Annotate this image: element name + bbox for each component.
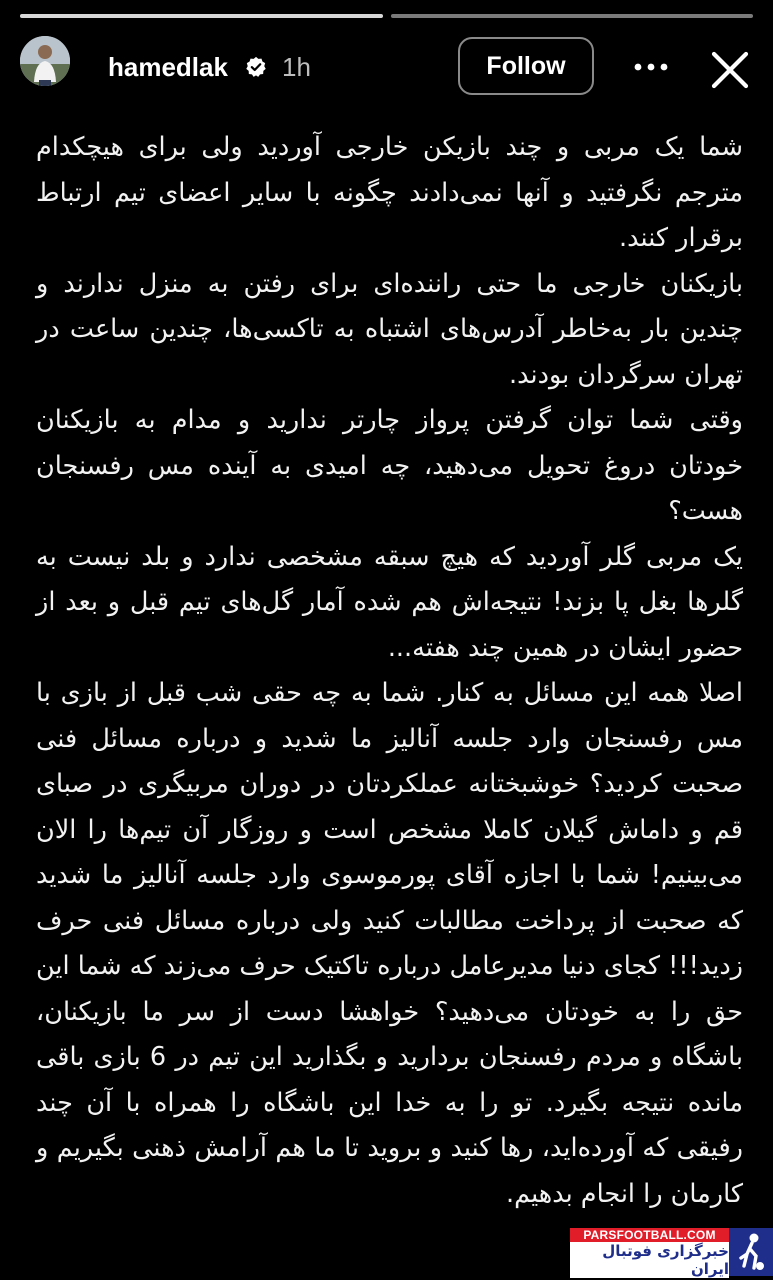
progress-segment: [20, 14, 383, 18]
watermark: [570, 1228, 773, 1276]
close-button[interactable]: [706, 46, 754, 94]
story-text: [36, 125, 743, 1217]
username[interactable]: hamedlak: [108, 52, 228, 82]
football-player-logo-icon: [734, 1232, 768, 1272]
story-paragraph: وقتی شما توان گرفتن پرواز چارتر ندارید و مدام به بازیکنان خودتان دروغ تحویل می‌دهید، چه امیدی به آینده مس رفسنجان هست؟: [36, 405, 743, 526]
watermark-tagline: خبرگزاری فوتبال ایران: [570, 1242, 729, 1278]
story-paragraph: اصلا همه این مسائل به کنار. شما به چه حقی شب قبل از بازی با مس رفسنجان وارد جلسه آنالیز ما شدید و درباره مسائل فنی صحبت کردید؟ خوشبختانه عملکردتان در دوران مربیگری در صبای قم و داماش گیلان کاملا مشخص است و روزگار آن تیم‌ها را الان می‌بینیم! شما با اجازه آقای پورموسوی وارد جلسه آنالیز ما شدید که صحبت از پرداخت مطالبات کنید ولی درباره مسائل فنی حرف زدید!!! کجای دنیا مدیرعامل درباره تاکتیک حرف می‌زند که شما این حق را به خودتان می‌دهید؟ خواهشا دست از سر ما بازیکنان، باشگاه و مردم رفسنجان بردارید و بگذارید این تیم در 6 بازی باقی مانده نتیجه بگیرد. تو را به خدا این باشگاه را همراه با آن چند رفیقی که آورده‌اید، رها کنید و بروید تا ما هم آرامش ذهنی بگیریم و کارمان را انجام بدهیم.: [36, 678, 743, 1209]
story-progress-bar: [20, 14, 753, 18]
avatar-photo-icon: [20, 36, 70, 86]
follow-button[interactable]: Follow: [458, 37, 594, 95]
more-dots-icon: [631, 62, 671, 72]
progress-segment: [391, 14, 754, 18]
more-options-button[interactable]: [628, 50, 674, 84]
watermark-site: PARSFOOTBALL.COM: [570, 1228, 729, 1242]
story-paragraph: یک مربی گلر آوردید که هیچ سبقه مشخصی ندارد و بلد نیست به گلرها بغل پا بزند! نتیجه‌اش هم شده آمار گل‌های تیم قبل و بعد از حضور ایشان در همین چند هفته...: [36, 541, 743, 663]
avatar[interactable]: [20, 36, 70, 86]
watermark-logo: [729, 1228, 773, 1276]
story-paragraph: شما یک مربی و چند بازیکن خارجی آوردید ولی برای هیچکدام مترجم نگرفتید و آنها نمی‌دادند چگونه با سایر اعضای تیم ارتباط برقرار کنند.: [36, 132, 743, 253]
watermark-text: [570, 1228, 729, 1276]
verified-badge-icon: [245, 56, 267, 78]
story-paragraph: بازیکنان خارجی ما حتی راننده‌ای برای رفتن به منزل ندارند و چندین بار به‌خاطر آدرس‌های اشتباه به تاکسی‌ها، چندین ساعت در تهران سرگردان بودند.: [36, 268, 743, 390]
close-icon: [706, 46, 754, 94]
story-header: [0, 36, 773, 100]
post-time: 1h: [282, 52, 311, 82]
